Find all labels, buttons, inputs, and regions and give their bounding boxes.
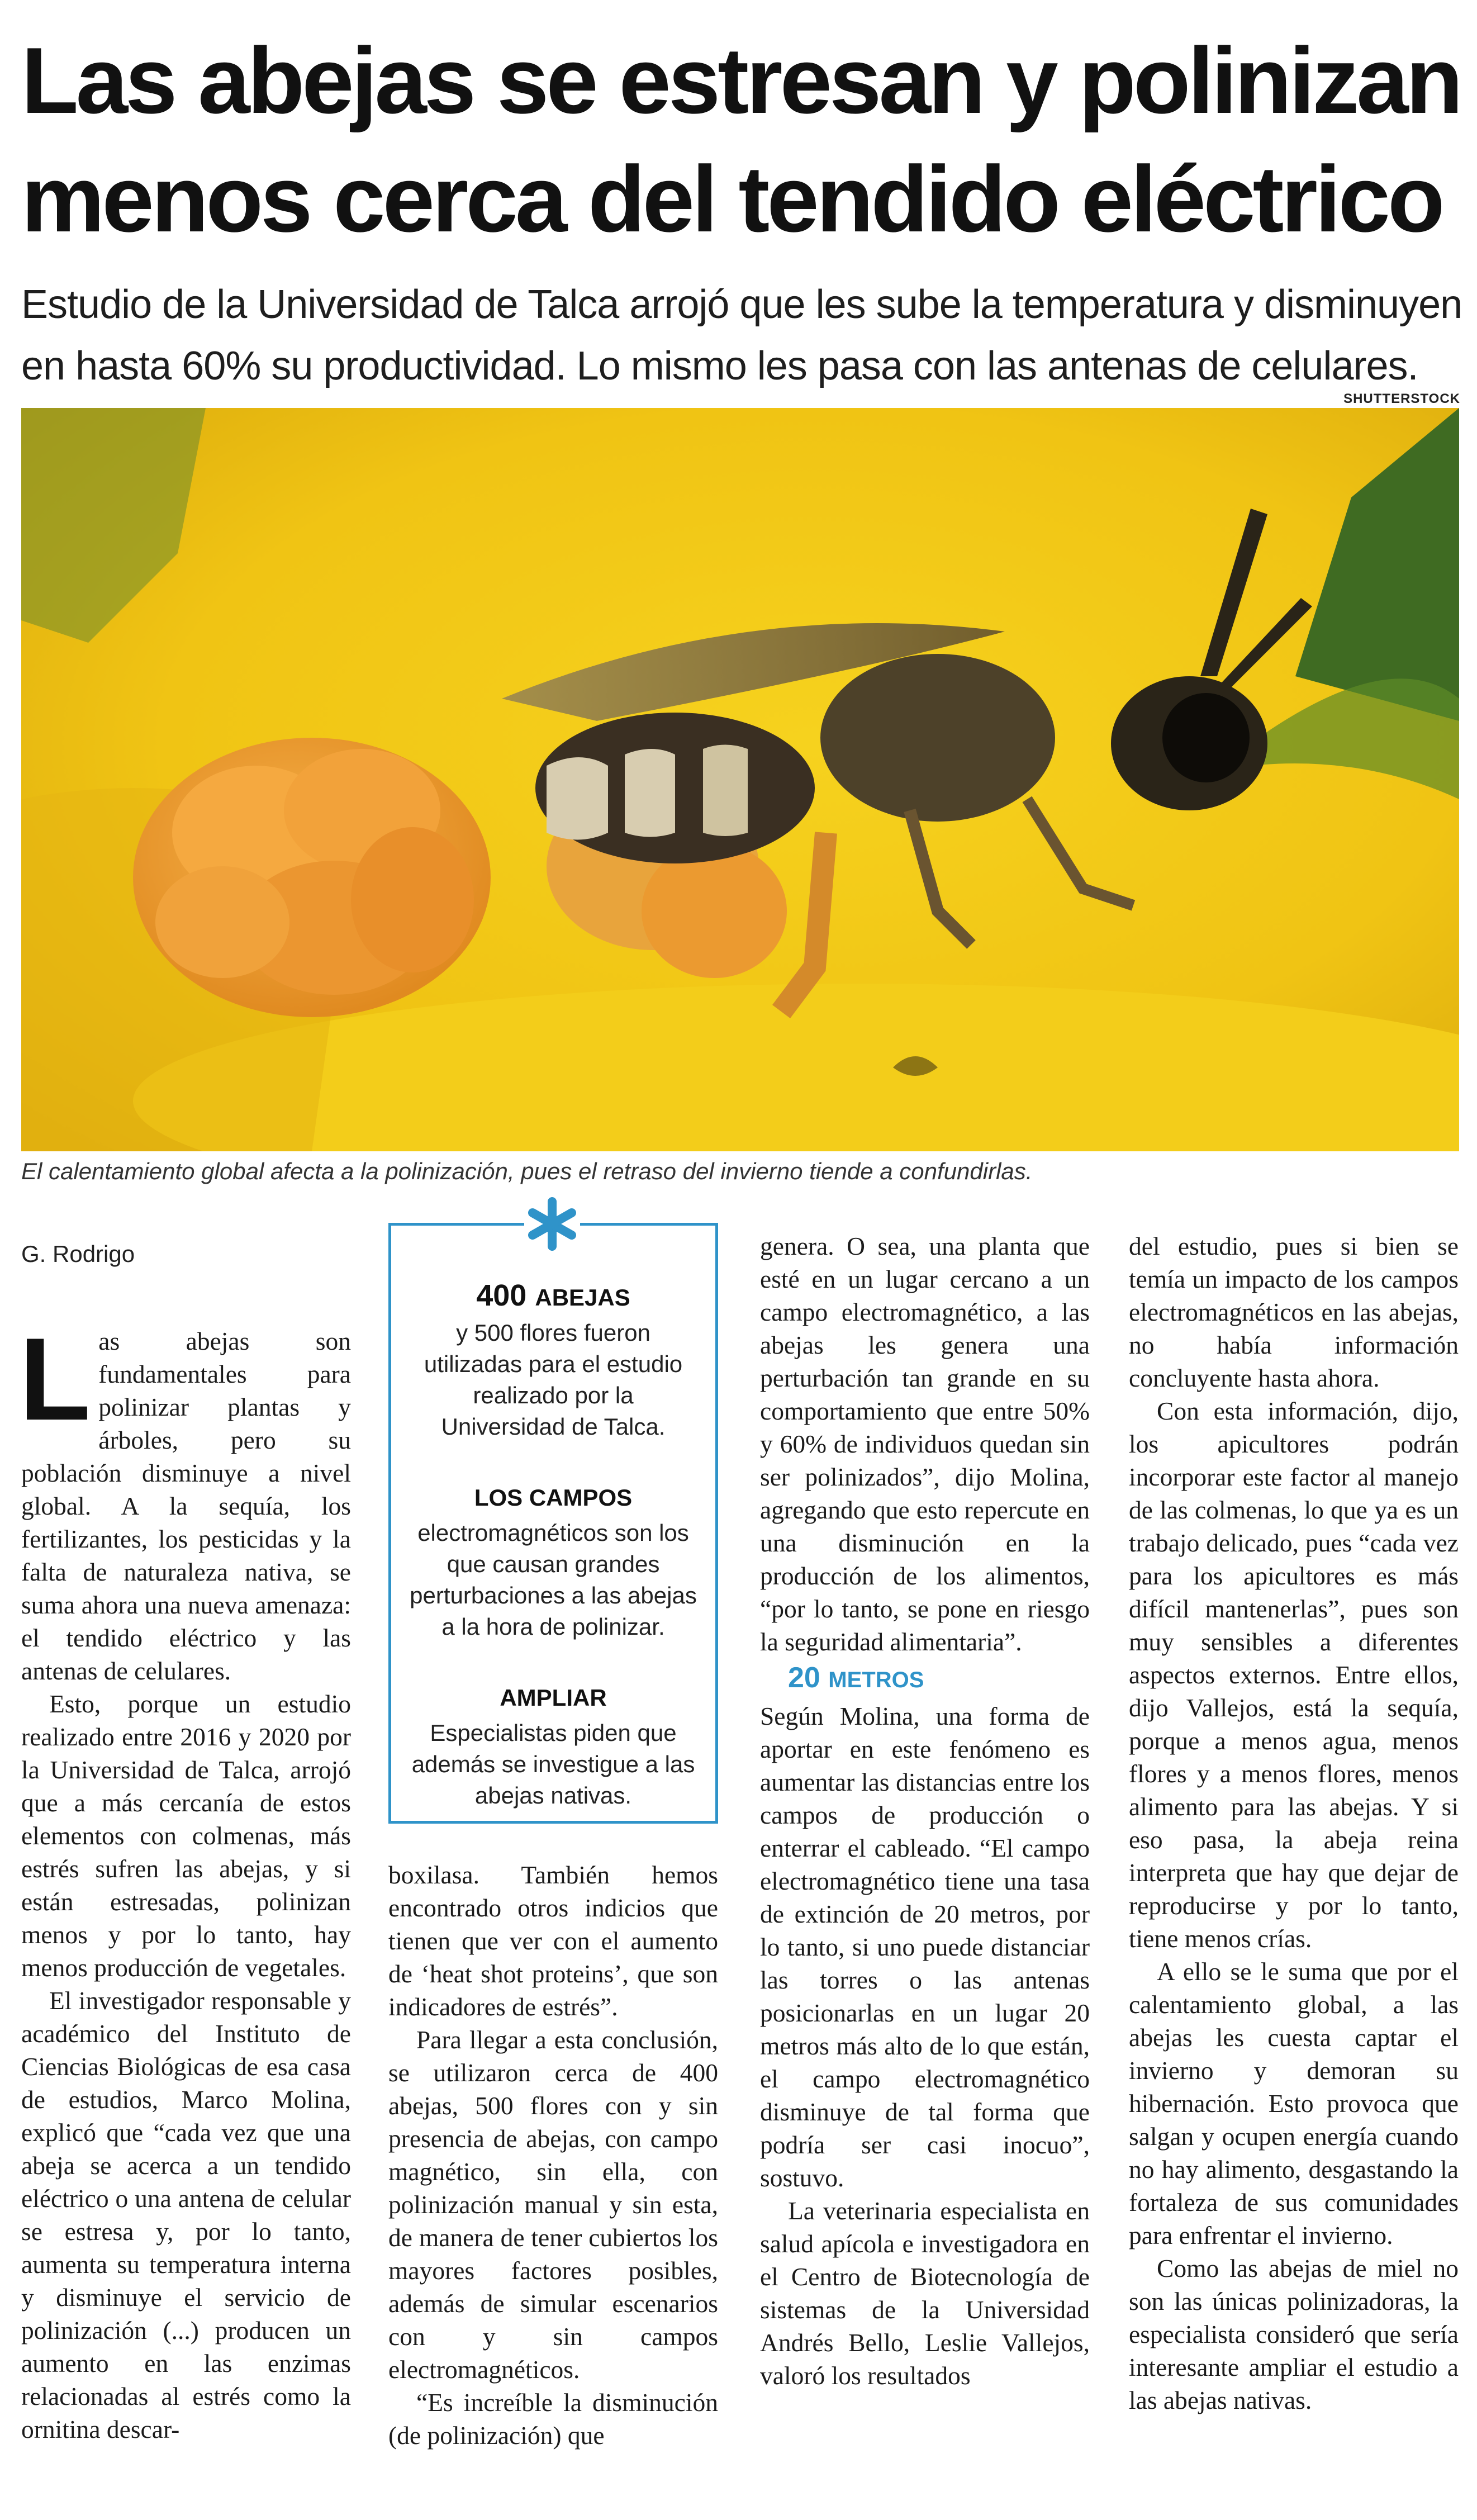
article-paragraph: del estudio, pues si bien se temía un impacto de los campos electromagnéticos en las abejas, no había información concluyente hasta ahora. bbox=[1129, 1232, 1459, 1392]
photo-credit: SHUTTERSTOCK bbox=[1343, 391, 1460, 406]
article-paragraph: A ello se le suma que por el calentamiento global, a las abejas les cuesta captar el invierno y demoran su hibernación. Esto provoca que salgan y ocupen energía cuando no hay alimento, desgastando la fortaleza de sus comunidades para enfrentar el invierno. bbox=[1129, 1957, 1459, 2250]
headline-line-2: menos cerca del tendido eléctrico bbox=[21, 146, 1442, 251]
deck-line-2: en hasta 60% su productividad. Lo mismo les pasa con las antenas de celulares. bbox=[21, 344, 1418, 388]
article-paragraph: Como las abejas de miel no son las únicas polinizadoras, la especialista consideró que sería interesante ampliar el estudio a las abejas nativas. bbox=[1129, 2254, 1459, 2414]
highlight-text: electromagnéticos son los que causan grandes perturbaciones a las abejas a la hora de polinizar. bbox=[410, 1520, 697, 1640]
article-column-4 bbox=[1129, 1230, 1459, 2417]
article-paragraph: Con esta información, dijo, los apicultores podrán incorporar este factor al manejo de las colmenas, lo que ya es un trabajo delicado, pues “cada vez para los apicultores es más difícil mantenerlas”, pues son muy sensibles a diferentes aspectos externos. Entre ellos, dijo Vallejos, está la sequía, porque a menos agua, menos flores y a menos flores, menos alimento para las abejas. Y si eso pasa, la abeja reina interpreta que hay que dejar de reproducirse y por lo tanto, tiene menos crías. bbox=[1129, 1397, 1459, 1953]
headline-line-1: Las abejas se estresan y polinizan bbox=[21, 28, 1461, 133]
article-paragraph: La veterinaria especialista en salud apícola e investigadora en el Centro de Biotecnología de sistemas de la Universidad Andrés Bello, Leslie Vallejos, valoró los resultados bbox=[760, 2196, 1090, 2390]
highlight-heading: LOS CAMPOS bbox=[474, 1484, 633, 1511]
article-column-3 bbox=[760, 1230, 1090, 2392]
headline bbox=[21, 21, 1463, 258]
article-column-2 bbox=[388, 1858, 718, 2452]
photo-caption: El calentamiento global afecta a la polinización, pues el retraso del invierno tiende a confundirlas. bbox=[21, 1158, 1033, 1184]
article-paragraph: boxilasa. También hemos encontrado otros indicios que tienen que ver con el aumento de ‘heat shot proteins’, que son indicadores de estrés”. bbox=[388, 1861, 718, 2021]
asterisk-icon bbox=[524, 1196, 580, 1252]
bee-on-flower-illustration bbox=[21, 408, 1459, 1151]
article-paragraph: Según Molina, una forma de aportar en este fenómeno es aumentar las distancias entre los campos de producción o enterrar el cableado. “El campo electromagnético tiene una tasa de extinción de 20 metros, por lo tanto, si uno puede distanciar las torres o las antenas posicionarlas en un lugar 20 metros más alto de lo que están, el campo electromagnético disminuye de tal forma que podría ser casi inocuo”, sostuvo. bbox=[760, 1702, 1090, 2192]
article-paragraph: “Es increíble la disminución (de polinización) que bbox=[388, 2388, 718, 2450]
byline: G. Rodrigo bbox=[21, 1241, 135, 1267]
highlight-text: Especialistas piden que además se investigue a las abejas nativas. bbox=[411, 1720, 695, 1809]
article-paragraph: genera. O sea, una planta que esté en un lugar cercano a un campo electromagnético, a las abejas les genera una perturbación tan grande en su comportamiento que entre 50% y 60% de individuos quedan sin ser polinizados”, dijo Molina, agregando que esto repercute en una disminución en la producción de los alimentos, “por lo tanto, se pone en riesgo la seguridad alimentaria”. bbox=[760, 1232, 1090, 1656]
flower-pistil bbox=[133, 738, 491, 1017]
highlight-heading: 400 ABEJAS bbox=[476, 1279, 630, 1312]
bee-photo bbox=[21, 408, 1459, 1151]
deck bbox=[21, 274, 1463, 397]
article-paragraph: Esto, porque un estudio realizado entre 2016 y 2020 por la Universidad de Talca, arrojó que a más cercanía de estos elementos con colmenas, más estrés sufren las abejas, y si están estresadas, polinizan menos y por lo tanto, hay menos producción de vegetales. bbox=[21, 1690, 351, 1982]
highlight-text: y 500 flores fueron utilizadas para el estudio realizado por la Universidad de Talca. bbox=[424, 1320, 683, 1440]
deck-line-1: Estudio de la Universidad de Talca arrojó que les sube la temperatura y disminuyen bbox=[21, 282, 1462, 327]
article-paragraph: Las abejas son fundamentales para polinizar plantas y árboles, pero su población disminuye a nivel global. A la sequía, los fertilizantes, los pesticidas y la falta de naturaleza nativa, se suma ahora una nueva amenaza: el tendido eléctrico y las antenas de celulares. bbox=[19, 1313, 351, 1685]
highlights-box bbox=[388, 1223, 718, 1824]
dropcap: L bbox=[19, 1313, 91, 1445]
article-column-1 bbox=[19, 1313, 351, 2446]
highlight-heading: AMPLIAR bbox=[500, 1684, 607, 1711]
article-paragraph: El investigador responsable y académico del Instituto de Ciencias Biológicas de esa casa de estudios, Marco Molina, explicó que “cada vez que una abeja se acerca a un tendido eléctrico o una antena de celular se estresa y, por lo tanto, aumenta su temperatura interna y disminuye el servicio de polinización (...) producen un aumento en las enzimas relacionadas al estrés como la ornitina descar- bbox=[21, 1986, 351, 2443]
article-paragraph: Para llegar a esta conclusión, se utilizaron cerca de 400 abejas, 500 flores con y sin presencia de abejas, con campo magnético, sin ella, con polinización manual y sin esta, de manera de tener cubiertos los mayores factores posibles, además de simular escenarios con y sin campos electromagnéticos. bbox=[388, 2025, 718, 2384]
subheading-20-metros: 20 METROS bbox=[788, 1662, 924, 1694]
